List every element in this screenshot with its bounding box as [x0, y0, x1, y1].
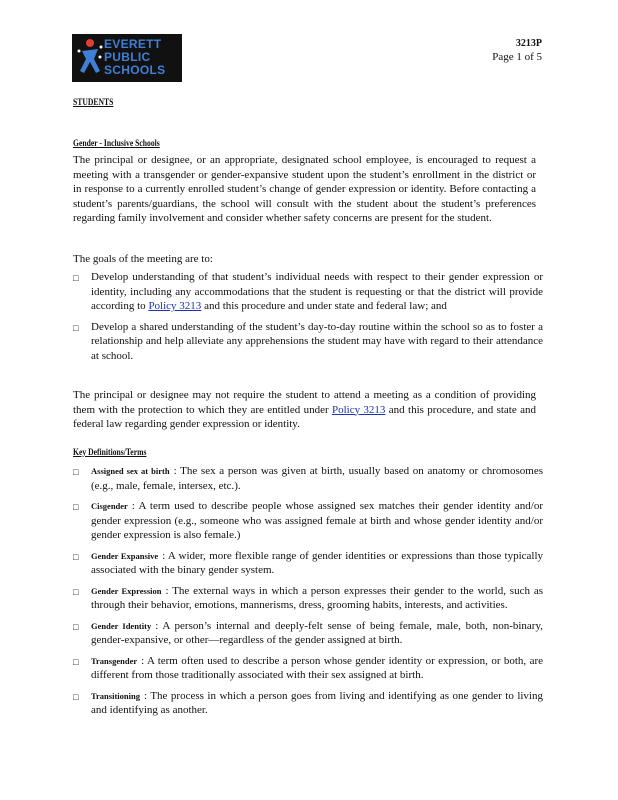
bullet-icon: □ [73, 502, 79, 512]
definition-item [73, 689, 543, 718]
section-title-definitions: Key Definitions/Terms [73, 447, 147, 457]
definition-term: Cisgender [91, 501, 128, 511]
document-id: 3213P [515, 38, 542, 49]
definition-term: Gender Identity [91, 620, 152, 631]
category-heading: STUDENTS [73, 97, 114, 107]
definition-item [73, 584, 543, 613]
list-item [73, 270, 543, 314]
section-title-gender-inclusive: Gender - Inclusive Schools [73, 138, 160, 148]
intro-paragraph: The principal or designee, or an appropriate, designated school employee, is encouraged to request a meeting with a transgender or gender-expansive student upon the student’s enrollment in the district or in response to a currently enrolled student’s change of gender expression or identity. Before contacting a student’s parents/guardians, the school will consult with the student about the student’s preferences regarding family involvement and consider whether safety concerns are present for the student. [73, 154, 536, 224]
runner-figure-icon [76, 37, 104, 77]
definition-text: : The process in which a person goes from living and identifying as one gender to living and identifying as another. [91, 689, 543, 716]
bullet-icon: □ [73, 551, 79, 562]
definition-term: Gender Expression [91, 585, 162, 596]
definition-text: : The sex a person was given at birth, usually based on anatomy or chromosomes (e.g., male, female, intersex, etc.). [91, 465, 543, 492]
definition-text: : A term used to describe people whose assigned sex matches their gender identity and/or gender expression (e.g., someone who was assigned female at birth and whose gender identity and/or gender expression is also female.) [91, 500, 543, 541]
definition-text: : A term often used to describe a person whose gender identity or expression, or both, are different from those traditionally associated with their sex assigned at birth. [91, 654, 543, 681]
bullet-icon: □ [73, 467, 79, 477]
policy-link[interactable]: Policy 3213 [148, 300, 202, 312]
definition-text: : The external ways in which a person expresses their gender to the world, such as through their behavior, emotions, mannerisms, dress, grooming habits, interests, and activities. [91, 584, 543, 611]
list-item [73, 320, 543, 364]
definition-text: : A person’s internal and deeply-felt sense of being female, male, both, non-binary, gender-expansive, or other—regardless of the gender assigned at birth. [91, 619, 543, 646]
policy-link[interactable]: Policy 3213 [331, 403, 386, 416]
goal-text: Develop understanding of that student’s individual needs with respect to their gender expression or identity, including any accommodations that the student is requesting or that the district will provide according to [91, 271, 543, 312]
logo-wordmark: EVERETT PUBLIC SCHOOLS [104, 37, 166, 77]
page-number: Page 1 of 5 [492, 51, 542, 63]
goals-intro: The goals of the meeting are to: [73, 253, 213, 265]
district-logo [72, 34, 182, 82]
definition-term: Transgender [91, 655, 138, 666]
definition-term: Assigned sex at birth [91, 466, 170, 476]
bullet-icon: □ [73, 691, 79, 702]
bullet-icon: □ [73, 586, 79, 597]
definition-item [73, 654, 543, 683]
definition-item [73, 549, 543, 578]
definitions-list [73, 464, 543, 724]
bullet-icon: □ [73, 322, 79, 333]
bullet-icon: □ [73, 621, 79, 632]
definition-term: Gender Expansive [91, 550, 159, 561]
definition-item [73, 499, 543, 543]
bullet-icon: □ [73, 273, 79, 283]
goal-text: Develop a shared understanding of the student’s day-to-day routine within the school so as to foster a relationship and help alleviate any apprehensions the student may have with regard to their attendance at school. [91, 320, 543, 362]
goals-list [73, 270, 543, 369]
bullet-icon: □ [73, 656, 79, 667]
definition-item [73, 464, 543, 493]
definition-text: : A wider, more flexible range of gender identities or expressions than those typically associated with the binary gender system. [91, 549, 544, 576]
definition-term: Transitioning [91, 690, 140, 701]
condition-paragraph: The principal or designee may not require the student to attend a meeting as a condition of providing them with the protection to which they are entitled under Policy 3213 and this procedure, and state and federal law regarding gender expression or identity. [73, 389, 536, 430]
goal-text: and this procedure and under state and federal law; and [201, 300, 447, 312]
definition-item [73, 619, 543, 648]
